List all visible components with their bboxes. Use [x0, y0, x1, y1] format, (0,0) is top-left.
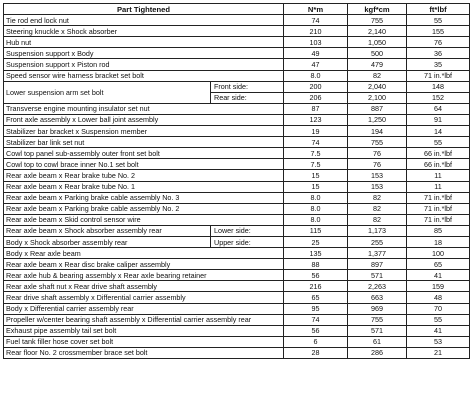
part-cell: Rear axle beam x Shock absorber assembly rear	[4, 225, 211, 236]
part-cell: Transverse engine mounting insulator set nut	[4, 103, 284, 114]
ft-cell: 159	[407, 281, 470, 292]
table-row	[4, 148, 470, 159]
kgf-cell: 286	[348, 347, 407, 358]
kgf-cell: 76	[348, 159, 407, 170]
kgf-cell: 61	[348, 336, 407, 347]
ft-cell: 48	[407, 292, 470, 303]
nm-cell: 7.5	[284, 148, 348, 159]
part-cell: Hub nut	[4, 37, 284, 48]
kgf-cell: 2,140	[348, 26, 407, 37]
nm-cell: 8.0	[284, 70, 348, 81]
torque-table	[3, 3, 470, 359]
part-cell: Rear floor No. 2 crossmember brace set bolt	[4, 347, 284, 358]
ft-cell: 14	[407, 126, 470, 137]
part-cell: Rear axle beam x Parking brake cable assembly No. 2	[4, 203, 284, 214]
side-cell: Front side:	[211, 81, 284, 92]
side-cell: Rear side:	[211, 92, 284, 103]
ft-cell: 41	[407, 270, 470, 281]
kgf-cell: 500	[348, 48, 407, 59]
table-row	[4, 37, 470, 48]
table-row	[4, 103, 470, 114]
table-row	[4, 192, 470, 203]
ft-cell: 71 in.*lbf	[407, 214, 470, 225]
nm-cell: 103	[284, 37, 348, 48]
table-row	[4, 203, 470, 214]
table-row	[4, 270, 470, 281]
nm-cell: 88	[284, 259, 348, 270]
nm-cell: 74	[284, 137, 348, 148]
table-row	[4, 59, 470, 70]
ft-cell: 70	[407, 303, 470, 314]
part-cell: Rear axle beam x Rear disc brake caliper assembly	[4, 259, 284, 270]
nm-cell: 28	[284, 347, 348, 358]
kgf-cell: 755	[348, 314, 407, 325]
part-cell: Rear axle beam x Rear brake tube No. 1	[4, 181, 284, 192]
nm-cell: 56	[284, 270, 348, 281]
kgf-cell: 1,250	[348, 114, 407, 125]
nm-cell: 6	[284, 336, 348, 347]
ft-cell: 66 in.*lbf	[407, 148, 470, 159]
part-cell: Front axle assembly x Lower ball joint assembly	[4, 114, 284, 125]
part-cell: Rear axle beam x Rear brake tube No. 2	[4, 170, 284, 181]
ft-cell: 55	[407, 15, 470, 26]
nm-cell: 216	[284, 281, 348, 292]
ft-cell: 91	[407, 114, 470, 125]
kgf-cell: 571	[348, 325, 407, 336]
part-cell: Tie rod end lock nut	[4, 15, 284, 26]
part-cell: Lower suspension arm set bolt	[4, 81, 211, 103]
header-row	[4, 4, 470, 15]
table-row	[4, 281, 470, 292]
table-row	[4, 248, 470, 259]
table-row	[4, 48, 470, 59]
part-cell: Fuel tank filler hose cover set bolt	[4, 336, 284, 347]
kgf-cell: 887	[348, 103, 407, 114]
nm-cell: 95	[284, 303, 348, 314]
nm-cell: 74	[284, 314, 348, 325]
table-row-lower-arm-front	[4, 81, 470, 92]
ft-cell: 55	[407, 137, 470, 148]
nm-cell: 49	[284, 48, 348, 59]
table-row	[4, 159, 470, 170]
ft-cell: 148	[407, 81, 470, 92]
nm-cell: 8.0	[284, 203, 348, 214]
ft-cell: 71 in.*lbf	[407, 70, 470, 81]
table-row-shock-upper	[4, 236, 470, 247]
ft-cell: 100	[407, 248, 470, 259]
kgf-cell: 82	[348, 203, 407, 214]
table-row	[4, 181, 470, 192]
nm-cell: 56	[284, 325, 348, 336]
nm-cell: 47	[284, 59, 348, 70]
kgf-cell: 82	[348, 70, 407, 81]
kgf-cell: 255	[348, 236, 407, 247]
side-cell: Lower side:	[211, 225, 284, 236]
ft-cell: 71 in.*lbf	[407, 192, 470, 203]
part-cell: Rear drive shaft assembly x Differential carrier assembly	[4, 292, 284, 303]
nm-cell: 25	[284, 236, 348, 247]
ft-cell: 11	[407, 170, 470, 181]
kgf-cell: 153	[348, 170, 407, 181]
ft-cell: 76	[407, 37, 470, 48]
kgf-cell: 969	[348, 303, 407, 314]
table-row	[4, 26, 470, 37]
kgf-cell: 755	[348, 15, 407, 26]
ft-cell: 64	[407, 103, 470, 114]
table-row	[4, 336, 470, 347]
kgf-cell: 663	[348, 292, 407, 303]
table-row	[4, 292, 470, 303]
table-row	[4, 15, 470, 26]
table-row	[4, 70, 470, 81]
part-cell: Cowl top to cowl brace inner No.1 set bolt	[4, 159, 284, 170]
part-cell: Suspension support x Piston rod	[4, 59, 284, 70]
kgf-cell: 2,263	[348, 281, 407, 292]
header-nm: N*m	[284, 4, 348, 15]
kgf-cell: 1,377	[348, 248, 407, 259]
part-cell: Propeller w/center bearing shaft assembly x Differential carrier assembly rear	[4, 314, 284, 325]
table-row	[4, 170, 470, 181]
ft-cell: 21	[407, 347, 470, 358]
table-row	[4, 303, 470, 314]
torque-spec-sheet	[3, 3, 470, 359]
table-row	[4, 259, 470, 270]
part-cell: Rear axle hub & bearing assembly x Rear axle bearing retainer	[4, 270, 284, 281]
part-cell: Body x Shock absorber assembly rear	[4, 236, 211, 247]
part-cell: Suspension support x Body	[4, 48, 284, 59]
table-row	[4, 347, 470, 358]
nm-cell: 200	[284, 81, 348, 92]
nm-cell: 7.5	[284, 159, 348, 170]
kgf-cell: 2,040	[348, 81, 407, 92]
kgf-cell: 897	[348, 259, 407, 270]
part-cell: Body x Differential carrier assembly rear	[4, 303, 284, 314]
nm-cell: 15	[284, 170, 348, 181]
kgf-cell: 479	[348, 59, 407, 70]
table-row	[4, 214, 470, 225]
nm-cell: 87	[284, 103, 348, 114]
nm-cell: 206	[284, 92, 348, 103]
header-kgfcm: kgf*cm	[348, 4, 407, 15]
kgf-cell: 82	[348, 214, 407, 225]
kgf-cell: 153	[348, 181, 407, 192]
kgf-cell: 755	[348, 137, 407, 148]
part-cell: Cowl top panel sub-assembly outer front set bolt	[4, 148, 284, 159]
ft-cell: 85	[407, 225, 470, 236]
kgf-cell: 194	[348, 126, 407, 137]
table-row	[4, 325, 470, 336]
nm-cell: 115	[284, 225, 348, 236]
table-row	[4, 137, 470, 148]
kgf-cell: 1,050	[348, 37, 407, 48]
ft-cell: 35	[407, 59, 470, 70]
nm-cell: 210	[284, 26, 348, 37]
ft-cell: 152	[407, 92, 470, 103]
ft-cell: 41	[407, 325, 470, 336]
ft-cell: 53	[407, 336, 470, 347]
kgf-cell: 1,173	[348, 225, 407, 236]
table-row	[4, 314, 470, 325]
nm-cell: 15	[284, 181, 348, 192]
part-cell: Rear axle beam x Parking brake cable assembly No. 3	[4, 192, 284, 203]
nm-cell: 123	[284, 114, 348, 125]
ft-cell: 55	[407, 314, 470, 325]
ft-cell: 155	[407, 26, 470, 37]
nm-cell: 8.0	[284, 214, 348, 225]
header-part: Part Tightened	[4, 4, 284, 15]
part-cell: Exhaust pipe assembly tail set bolt	[4, 325, 284, 336]
part-cell: Body x Rear axle beam	[4, 248, 284, 259]
table-row	[4, 126, 470, 137]
part-cell: Stabilizer bar link set nut	[4, 137, 284, 148]
nm-cell: 65	[284, 292, 348, 303]
part-cell: Rear axle shaft nut x Rear drive shaft assembly	[4, 281, 284, 292]
part-cell: Steering knuckle x Shock absorber	[4, 26, 284, 37]
side-cell: Upper side:	[211, 236, 284, 247]
table-row	[4, 114, 470, 125]
ft-cell: 18	[407, 236, 470, 247]
kgf-cell: 571	[348, 270, 407, 281]
kgf-cell: 82	[348, 192, 407, 203]
ft-cell: 71 in.*lbf	[407, 203, 470, 214]
part-cell: Rear axle beam x Skid control sensor wire	[4, 214, 284, 225]
part-cell: Stabilizer bar bracket x Suspension member	[4, 126, 284, 137]
nm-cell: 135	[284, 248, 348, 259]
nm-cell: 8.0	[284, 192, 348, 203]
part-cell: Speed sensor wire harness bracket set bolt	[4, 70, 284, 81]
kgf-cell: 76	[348, 148, 407, 159]
kgf-cell: 2,100	[348, 92, 407, 103]
nm-cell: 74	[284, 15, 348, 26]
ft-cell: 11	[407, 181, 470, 192]
ft-cell: 65	[407, 259, 470, 270]
header-ftlbf: ft*lbf	[407, 4, 470, 15]
ft-cell: 66 in.*lbf	[407, 159, 470, 170]
ft-cell: 36	[407, 48, 470, 59]
table-row-shock-lower	[4, 225, 470, 236]
nm-cell: 19	[284, 126, 348, 137]
